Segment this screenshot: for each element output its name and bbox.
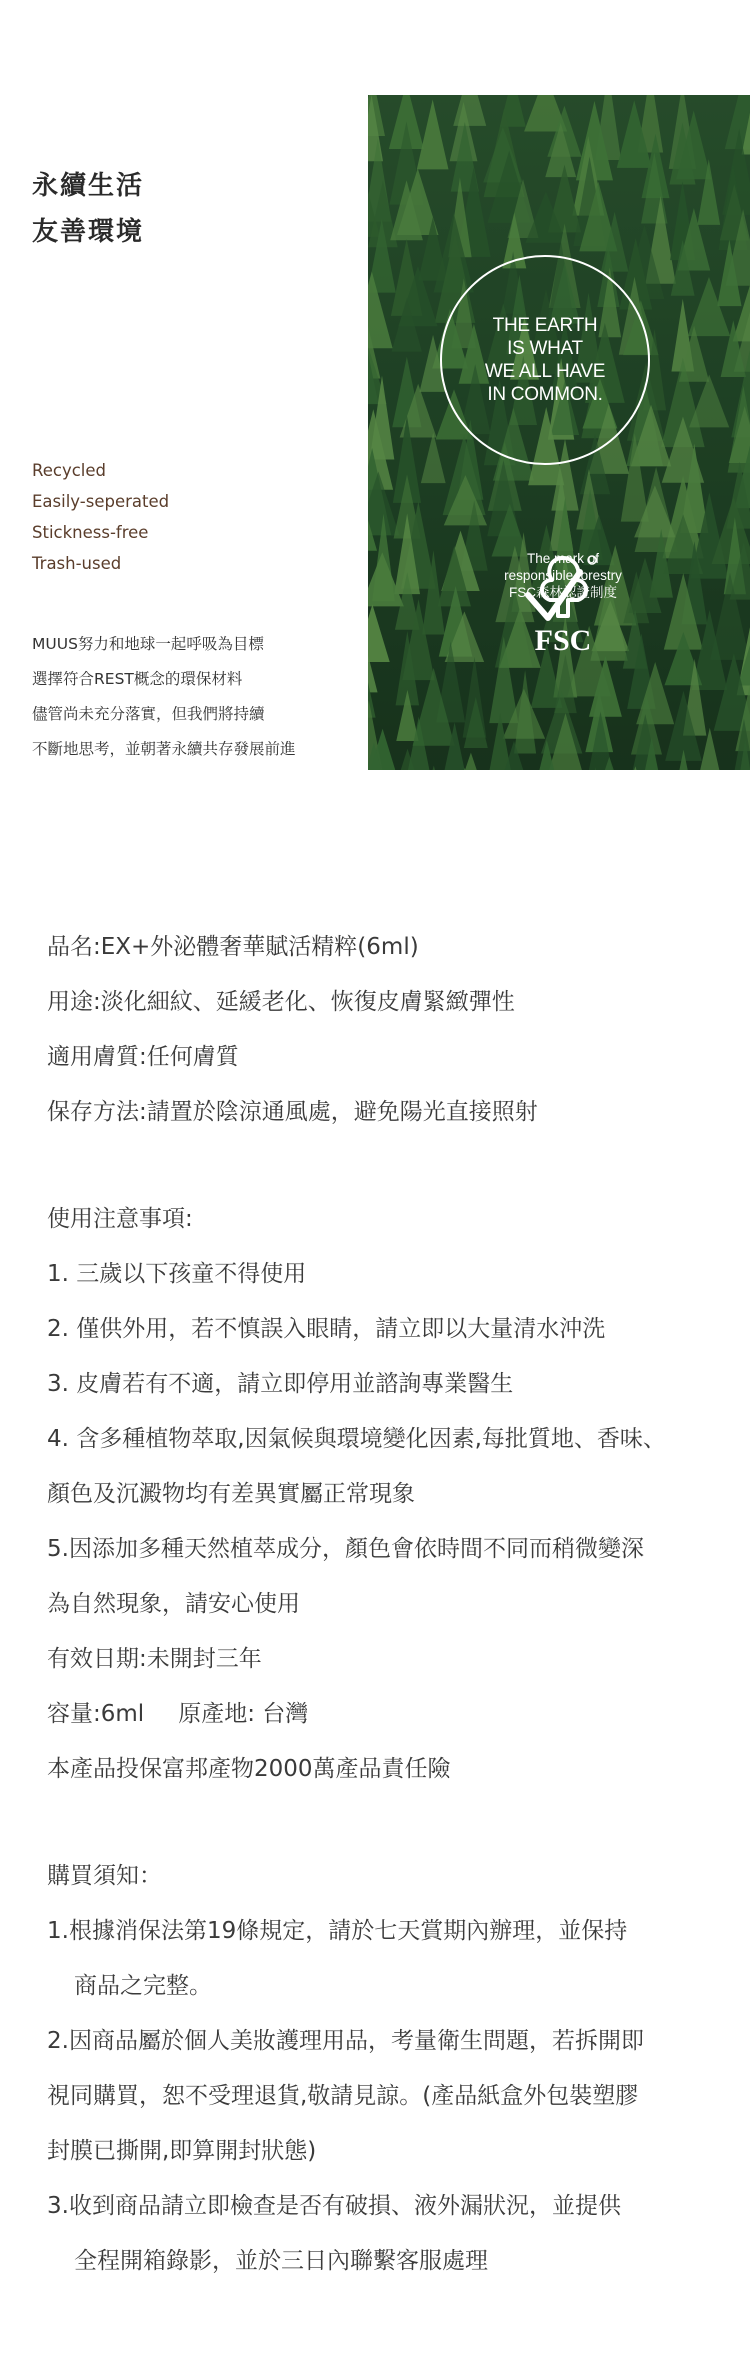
eco-headline [32, 163, 144, 255]
note-item: 3. 皮膚若有不適，請立即停用並諮詢專業醫生 [47, 1371, 514, 1397]
product-skin-type: 適用膚質:任何膚質 [47, 1044, 239, 1070]
note-item: 為自然現象，請安心使用 [47, 1591, 300, 1617]
feature-trash-used: Trash-used [32, 554, 122, 573]
note-item: 1. 三歲以下孩童不得使用 [47, 1261, 307, 1287]
mission-line: MUUS努力和地球一起呼吸為目標 [32, 635, 264, 653]
expiry-date: 有效日期:未開封三年 [47, 1646, 262, 1672]
purchase-line: 全程開箱錄影，並於三日內聯繫客服處理 [74, 2248, 488, 2274]
feature-easily-separated: Easily-seperated [32, 492, 170, 511]
purchase-line: 視同購買，恕不受理退貨,敬請見諒。(產品紙盒外包裝塑膠 [47, 2083, 639, 2109]
earth-line: WE ALL HAVE [484, 361, 606, 382]
headline-line-2: 友善環境 [32, 217, 145, 247]
mission-line: 選擇符合REST概念的環保材料 [32, 670, 243, 688]
fsc-caption-line: responsible forestry [504, 568, 622, 583]
eco-mission-text [32, 627, 296, 767]
earth-line: IS WHAT [507, 338, 583, 359]
fsc-caption-line: FSC森林認證制度 [509, 585, 617, 600]
fsc-logo-text: FSC [534, 624, 592, 657]
earth-line: IN COMMON. [487, 384, 603, 405]
purchase-line: 1.根據消保法第19條規定，請於七天賞期內辦理，並保持 [47, 1918, 628, 1944]
earth-slogan-circle [440, 255, 650, 465]
note-item: 4. 含多種植物萃取,因氣候與環境變化因素,每批質地、香味、 [47, 1426, 666, 1452]
insurance: 本產品投保富邦產物2000萬產品責任險 [47, 1756, 451, 1782]
capacity: 容量:6ml [47, 1701, 145, 1727]
note-item: 2. 僅供外用，若不慎誤入眼睛，請立即以大量清水沖洗 [47, 1316, 606, 1342]
fsc-caption-line: The mark of [526, 551, 600, 566]
mission-line: 不斷地思考，並朝著永續共存發展前進 [32, 740, 296, 758]
product-storage: 保存方法:請置於陰涼通風處，避免陽光直接照射 [47, 1099, 538, 1125]
fsc-tree-check-icon [468, 550, 658, 660]
purchase-line: 2.因商品屬於個人美妝護理用品，考量衛生問題，若拆開即 [47, 2028, 644, 2054]
product-usage: 用途:淡化細紋、延緩老化、恢復皮膚緊緻彈性 [47, 989, 515, 1015]
origin: 原產地: 台灣 [178, 1701, 309, 1727]
eco-feature-list [32, 455, 169, 579]
purchase-line: 商品之完整。 [74, 1973, 212, 1999]
note-item: 5.因添加多種天然植萃成分，顏色會依時間不同而稍微變深 [47, 1536, 644, 1562]
eco-text-column [32, 95, 352, 770]
product-specs [47, 920, 747, 2289]
headline-line-1: 永續生活 [32, 171, 145, 201]
capacity-origin [47, 1687, 747, 1742]
purchase-line: 3.收到商品請立即檢查是否有破損、液外漏狀況，並提供 [47, 2193, 621, 2219]
purchase-line: 封膜已撕開,即算開封狀態) [47, 2138, 317, 2164]
eco-banner [0, 95, 750, 770]
mission-line: 儘管尚未充分落實，但我們將持續 [32, 705, 265, 723]
note-item: 顏色及沉澱物均有差異實屬正常現象 [47, 1481, 415, 1507]
notes-title: 使用注意事項: [47, 1206, 193, 1232]
fsc-certification [468, 550, 658, 657]
earth-slogan [485, 314, 605, 406]
forest-photo [368, 95, 750, 770]
feature-stickness-free: Stickness-free [32, 523, 149, 542]
product-name: 品名:EX+外泌體奢華賦活精粹(6ml) [47, 934, 419, 960]
purchase-title: 購買須知： [47, 1863, 162, 1889]
earth-line: THE EARTH [492, 315, 598, 336]
feature-recycled: Recycled [32, 461, 106, 480]
